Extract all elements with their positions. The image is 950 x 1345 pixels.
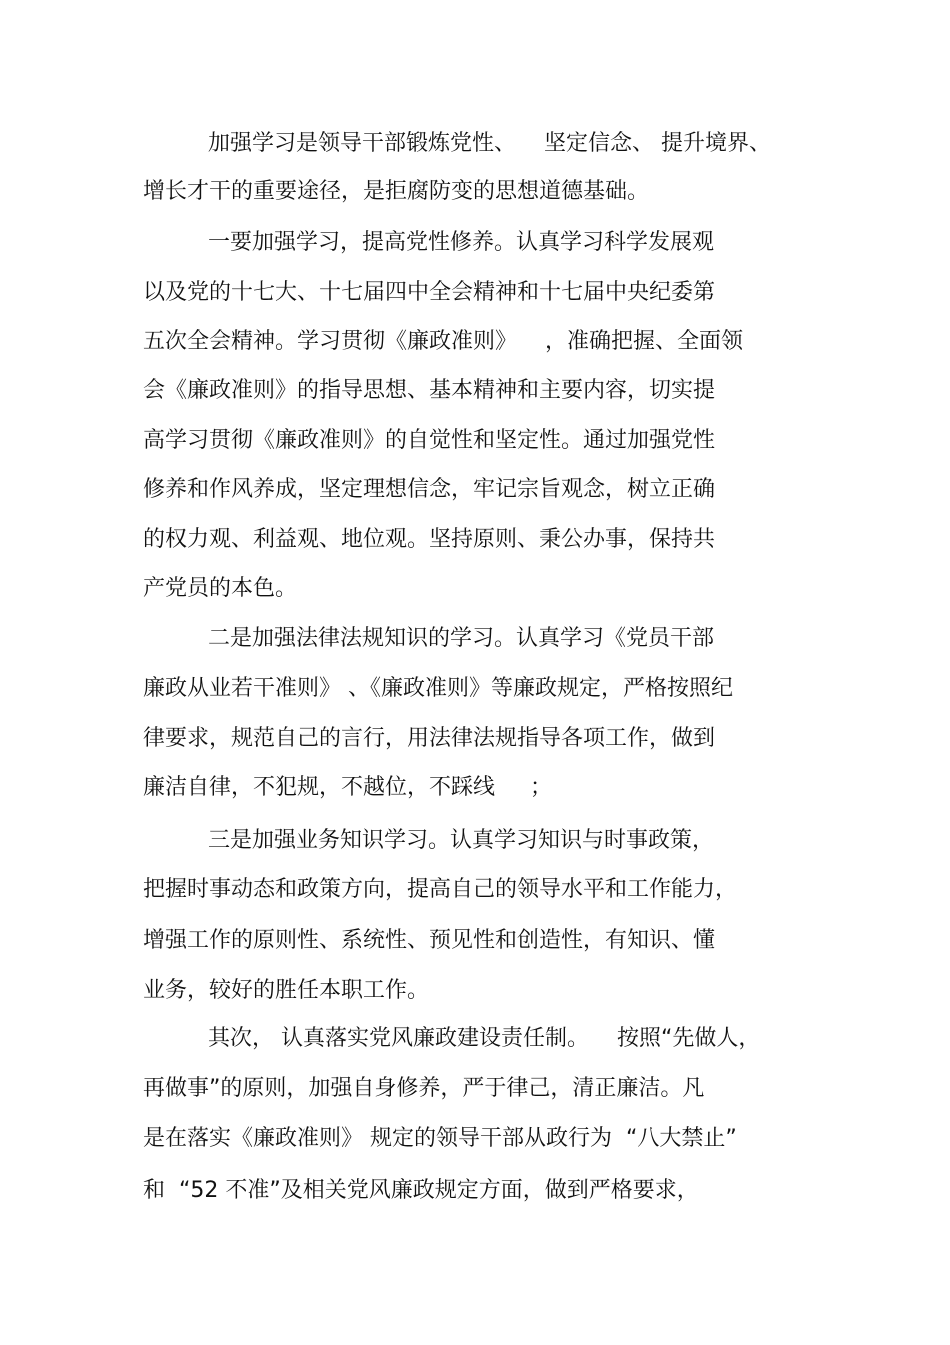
- text-line: 会《廉政准则》的指导思想、基本精神和主要内容，切实提: [143, 378, 716, 403]
- text-line: 律要求，规范自己的言行，用法律法规指导各项工作，做到: [143, 726, 716, 751]
- text-line: 三是加强业务知识学习。认真学习知识与时事政策，: [208, 828, 715, 853]
- text-line: 产党员的本色。: [143, 576, 298, 601]
- text-line: 一要加强学习，提高党性修养。认真学习科学发展观: [208, 230, 715, 255]
- text-line: 的权力观、利益观、地位观。坚持原则、秉公办事，保持共: [143, 527, 716, 552]
- text-line: 二是加强法律法规知识的学习。认真学习《党员干部: [208, 626, 715, 651]
- text-line: 业务，较好的胜任本职工作。: [143, 978, 430, 1003]
- text-line: 再做事”的原则，加强自身修养，严于律己，清正廉洁。凡: [143, 1076, 705, 1101]
- text-line: 增强工作的原则性、系统性、预见性和创造性，有知识、懂: [143, 928, 716, 953]
- text-line: 是在落实《廉政准则》 规定的领导干部从政行为 “八大禁止”: [143, 1126, 737, 1151]
- text-line: 高学习贯彻《廉政准则》的自觉性和坚定性。通过加强党性: [143, 428, 716, 453]
- text-line: 其次， 认真落实党风廉政建设责任制。 按照“先做人，: [208, 1026, 761, 1051]
- text-line: 加强学习是领导干部锻炼党性、 坚定信念、 提升境界、: [208, 131, 771, 156]
- text-line: 五次全会精神。学习贯彻《廉政准则》 ，准确把握、全面领: [143, 329, 743, 354]
- text-line: 增长才干的重要途径，是拒腐防变的思想道德基础。: [143, 179, 650, 204]
- text-line: 把握时事动态和政策方向，提高自己的领导水平和工作能力，: [143, 877, 738, 902]
- text-line: 廉政从业若干准则》 、《廉政准则》等廉政规定，严格按照纪: [143, 676, 733, 701]
- text-line: 修养和作风养成，坚定理想信念，牢记宗旨观念，树立正确: [143, 477, 716, 502]
- text-line: 廉洁自律，不犯规，不越位，不踩线 ；: [143, 775, 552, 800]
- text-line: 以及党的十七大、十七届四中全会精神和十七届中央纪委第: [143, 280, 716, 305]
- text-line: 和 “52 不准”及相关党风廉政规定方面，做到严格要求，: [143, 1178, 699, 1203]
